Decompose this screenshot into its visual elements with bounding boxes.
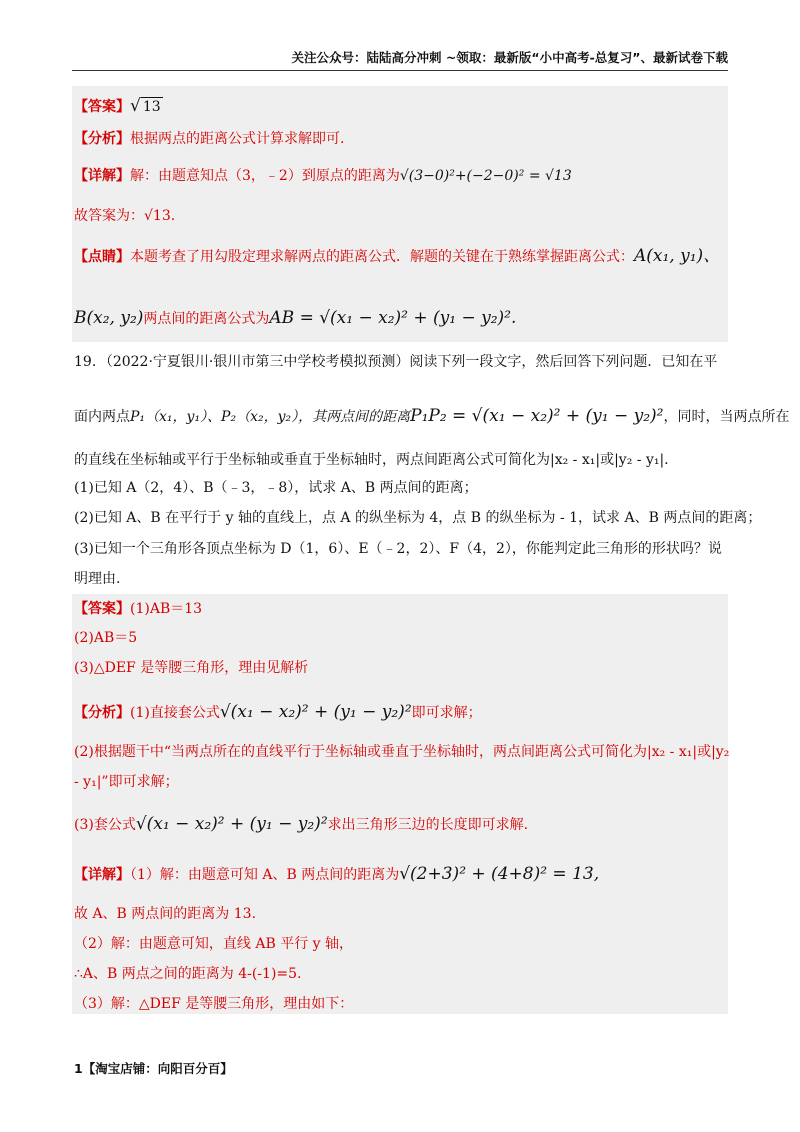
detail-text: 解：由题意知点（3，﹣2）到原点的距离为: [130, 168, 400, 184]
comment-formula-c: AB = √(x₁ − x₂)² + (y₁ − y₂)².: [269, 308, 517, 328]
q19-stem-2c: ，同时，当两点所在: [663, 409, 790, 425]
q19-part2: (2)已知 A、B 在平行于 y 轴的直线上，点 A 的纵坐标为 4，点 B 的纵坐标为 - 1，试求 A、B 两点间的距离；: [74, 510, 762, 526]
q18-conclusion: 故答案为：√13.: [74, 208, 176, 224]
q19-stem-line2: [74, 406, 789, 427]
detail-tag: 【详解】: [74, 867, 130, 883]
q19-stem-1: 阅读下列一段文字，然后回答下列问题．已知在平: [409, 354, 718, 370]
comment-formula-b: B(x₂, y₂): [74, 308, 144, 328]
q19-analysis-2b: - y₁|”即可求解；: [74, 774, 179, 790]
q19-answer-1: [74, 599, 202, 619]
q18-comment: [74, 246, 720, 267]
analysis-1-formula: √(x₁ − x₂)² + (y₁ − y₂)²: [219, 702, 412, 722]
q19-analysis-2a: (2)根据题干中“当两点所在的直线平行于坐标轴或垂直于坐标轴时，两点间距离公式可简化为|x₂ - x₁|或|y₂: [74, 744, 730, 760]
q19-source: （2022·宁夏银川·银川市第三中学校考模拟预测）: [105, 354, 410, 370]
q19-distance-formula: P₁P₂ = √(x₁ − x₂)² + (y₁ − y₂)²: [410, 406, 664, 426]
q19-answer-2: (2)AB＝5: [74, 630, 138, 646]
q19-part1: (1)已知 A（2，4）、B（﹣3，﹣8），试求 A、B 两点间的距离；: [74, 480, 478, 496]
analysis-1b: 即可求解；: [411, 705, 482, 721]
q19-part3b: 明理由.: [74, 571, 121, 587]
analysis-3-formula: √(x₁ − x₂)² + (y₁ − y₂)²: [135, 814, 328, 834]
sqrt-symbol: √: [130, 96, 141, 116]
q19-detail-5: （3）解：△DEF 是等腰三角形，理由如下：: [74, 996, 354, 1012]
q19-stem-2a: 面内两点: [74, 409, 130, 425]
q19-stem-line1: [74, 352, 717, 372]
q19-part3a: (3)已知一个三角形各顶点坐标为 D（1，6）、E（﹣2，2）、F（4，2），你能判定此三角形的形状吗？说: [74, 541, 722, 557]
comment-formula-a: A(x₁, y₁)、: [634, 246, 721, 266]
analysis-tag: 【分析】: [74, 705, 130, 721]
detail-1-formula: √(2+3)² + (4+8)² = 13,: [399, 864, 600, 884]
answer-value: 13: [142, 99, 161, 115]
page-footer: 1【淘宝店铺：向阳百分百】: [74, 1061, 233, 1076]
analysis-1a: (1)直接套公式: [130, 705, 220, 721]
page-header: 关注公众号：陆陆高分冲刺 ~领取：最新版“小中高考-总复习”、最新试卷下载: [291, 50, 728, 65]
q19-analysis-3: [74, 814, 528, 835]
q19-number: 19．: [74, 354, 106, 370]
comment-tag: 【点睛】: [74, 249, 130, 265]
analysis-text: 根据两点的距离公式计算求解即可.: [130, 131, 345, 147]
detail-1a: （1）解：由题意可知 A、B 两点间的距离为: [130, 867, 400, 883]
q18-answer: [74, 96, 163, 117]
q19-stem-line3: 的直线在坐标轴或平行于坐标轴或垂直于坐标轴时，两点间距离公式可简化为|x₂ - x₁|或|y₂ - y₁|.: [74, 452, 669, 468]
analysis-3b: 求出三角形三边的长度即可求解.: [327, 817, 529, 833]
q19-detail-3: （2）解：由题意可知，直线 AB 平行 y 轴，: [74, 936, 354, 952]
q18-comment-cont: [74, 308, 516, 329]
q18-detail: [74, 166, 572, 186]
comment-text-2: 两点间的距离公式为: [143, 311, 270, 327]
q18-analysis: [74, 129, 344, 149]
q19-detail-2: 故 A、B 两点间的距离为 13.: [74, 906, 257, 922]
q19-stem-2b: P₁（x₁，y₁）、P₂（x₂，y₂），其两点间的距离: [130, 409, 411, 425]
q19-analysis-1: [74, 702, 482, 723]
answer-tag: 【答案】: [74, 99, 130, 115]
q19-answer-3: (3)△DEF 是等腰三角形，理由见解析: [74, 660, 309, 676]
header-divider: [72, 70, 728, 71]
q19-detail-4: ∴A、B 两点之间的距离为 4-(-1)=5.: [74, 966, 302, 982]
analysis-3a: (3)套公式: [74, 817, 136, 833]
analysis-tag: 【分析】: [74, 131, 130, 147]
answer-tag: 【答案】: [74, 601, 130, 617]
detail-tag: 【详解】: [74, 168, 130, 184]
detail-formula: √(3−0)²+(−2−0)² = √13: [399, 168, 572, 184]
answer-1: (1)AB＝13: [130, 601, 203, 617]
q19-detail-1: [74, 864, 599, 885]
comment-text: 本题考查了用勾股定理求解两点的距离公式．解题的关键在于熟练掌握距离公式：: [130, 249, 634, 265]
